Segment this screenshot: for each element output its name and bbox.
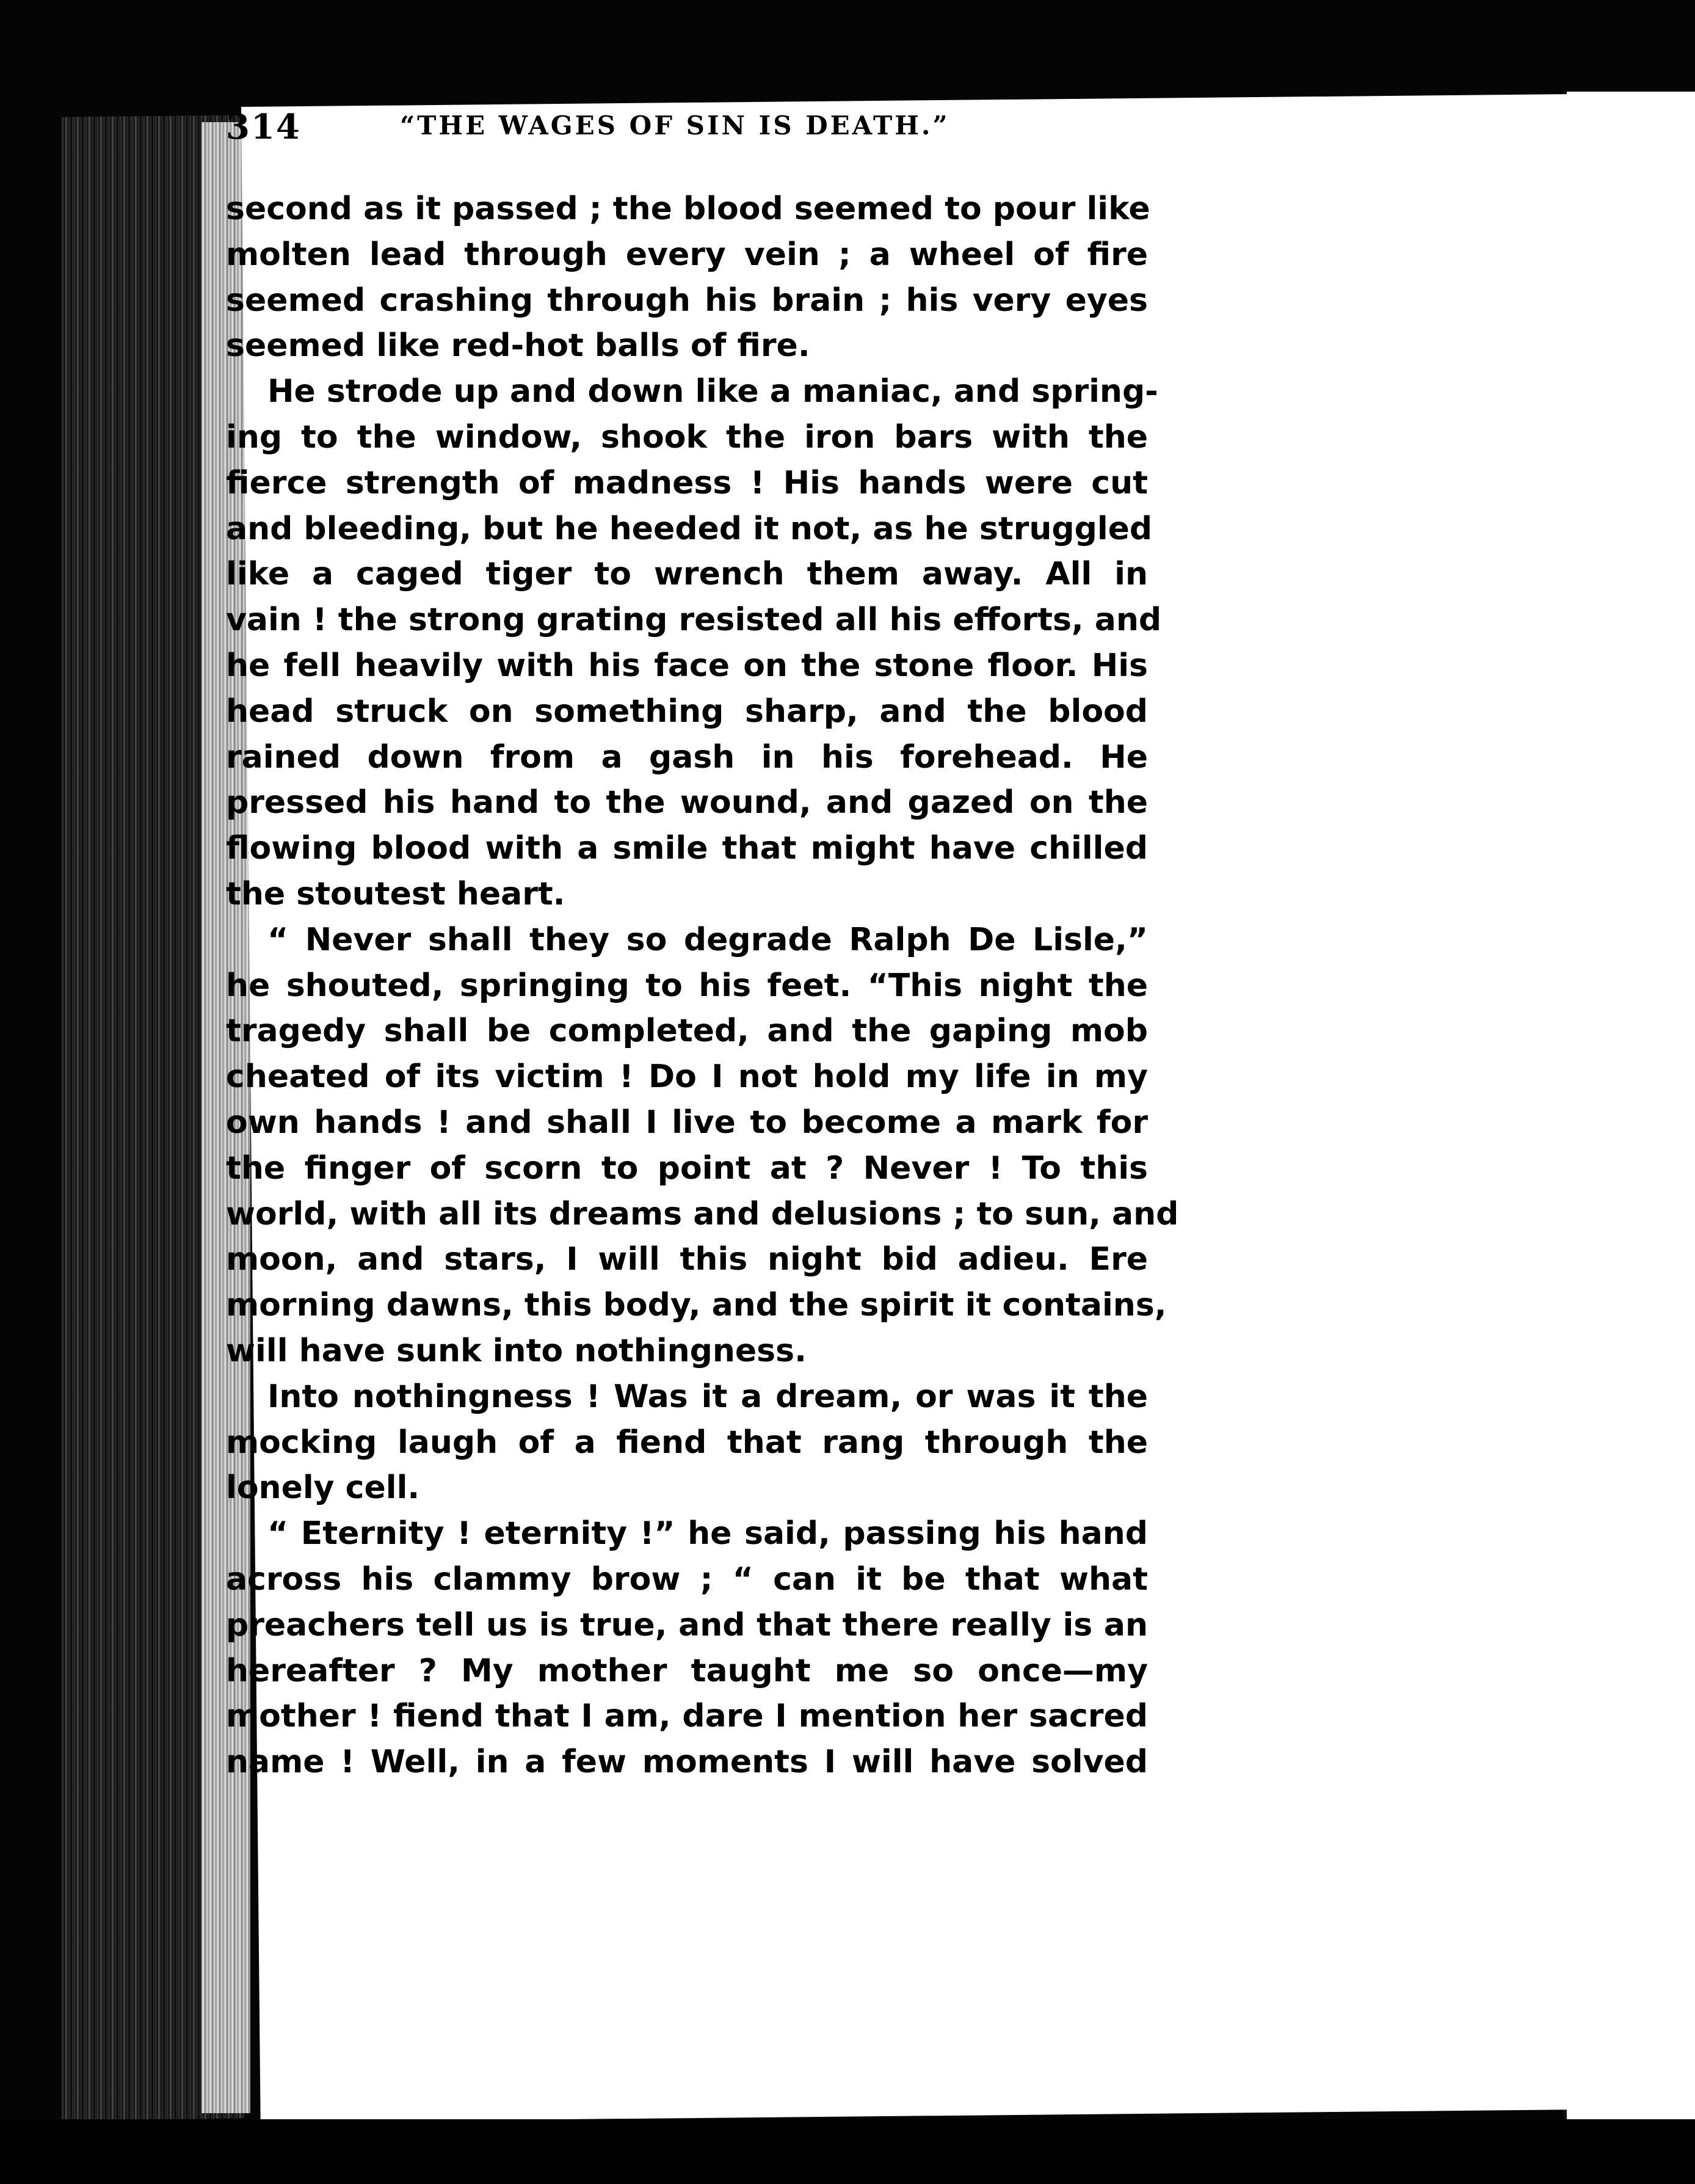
text-line: seemed crashing through his brain ; his very eyes <box>226 282 1148 319</box>
text-line: second as it passed ; the blood seemed to pour like <box>226 191 1150 227</box>
text-line: own hands ! and shall I live to become a mark for <box>226 1104 1148 1141</box>
text-line: ing to the window, shook the iron bars with the <box>226 418 1148 456</box>
page-header <box>226 107 959 162</box>
text-line: moon, and stars, I will this night bid adieu. Ere <box>226 1241 1148 1278</box>
text-line: molten lead through every vein ; a wheel of fire <box>226 236 1148 273</box>
text-line: world, with all its dreams and delusions ; to sun, and <box>226 1195 1179 1232</box>
text-line: flowing blood with a smile that might have chilled <box>226 830 1148 867</box>
text-line: across his clammy brow ; “ can it be that what <box>226 1560 1148 1598</box>
text-line: “ Eternity ! eternity !” he said, passing his hand <box>267 1515 1148 1552</box>
text-line: Into nothingness ! Was it a dream, or was it the <box>267 1378 1148 1415</box>
text-line: “ Never shall they so degrade Ralph De Lisle,” <box>267 921 1148 958</box>
body-text <box>226 186 1179 1785</box>
text-line: like a caged tiger to wrench them away. All in <box>226 556 1148 593</box>
text-line: will have sunk into nothingness. <box>226 1332 807 1369</box>
page-number: 314 <box>226 107 301 147</box>
scan-bottom-edge <box>0 2119 1695 2184</box>
text-line: He strode up and down like a maniac, and spring- <box>267 373 1158 410</box>
running-title: “THE WAGES OF SIN IS DEATH.” <box>400 111 950 140</box>
text-line: name ! Well, in a few moments I will have solved <box>226 1744 1148 1781</box>
text-line: mother ! fiend that I am, dare I mention her sacred <box>226 1698 1148 1735</box>
text-line: pressed his hand to the wound, and gazed on the <box>226 784 1148 821</box>
text-line: he shouted, springing to his feet. “This night the <box>226 967 1148 1004</box>
text-line: tragedy shall be completed, and the gaping mob <box>226 1013 1148 1050</box>
text-line: head struck on something sharp, and the blood <box>226 693 1148 730</box>
text-line: seemed like red-hot balls of fire. <box>226 327 810 365</box>
text-line: the stoutest heart. <box>226 875 565 912</box>
text-line: preachers tell us is true, and that there really is an <box>226 1606 1148 1643</box>
text-line: and bleeding, but he heeded it not, as he struggled <box>226 510 1153 547</box>
text-line: hereafter ? My mother taught me so once—my <box>226 1652 1148 1689</box>
text-line: vain ! the strong grating resisted all his efforts, and <box>226 602 1162 639</box>
text-line: morning dawns, this body, and the spirit it contains, <box>226 1287 1167 1324</box>
text-line: rained down from a gash in his forehead. He <box>226 738 1148 776</box>
text-line: the finger of scorn to point at ? Never ! To this <box>226 1149 1148 1187</box>
text-line: lonely cell. <box>226 1469 420 1507</box>
text-line: cheated of its victim ! Do I not hold my life in my <box>226 1058 1148 1096</box>
text-line: fierce strength of madness ! His hands were cut <box>226 464 1148 501</box>
text-line: he fell heavily with his face on the stone floor. His <box>226 647 1148 684</box>
text-line: mocking laugh of a fiend that rang through the <box>226 1424 1148 1461</box>
